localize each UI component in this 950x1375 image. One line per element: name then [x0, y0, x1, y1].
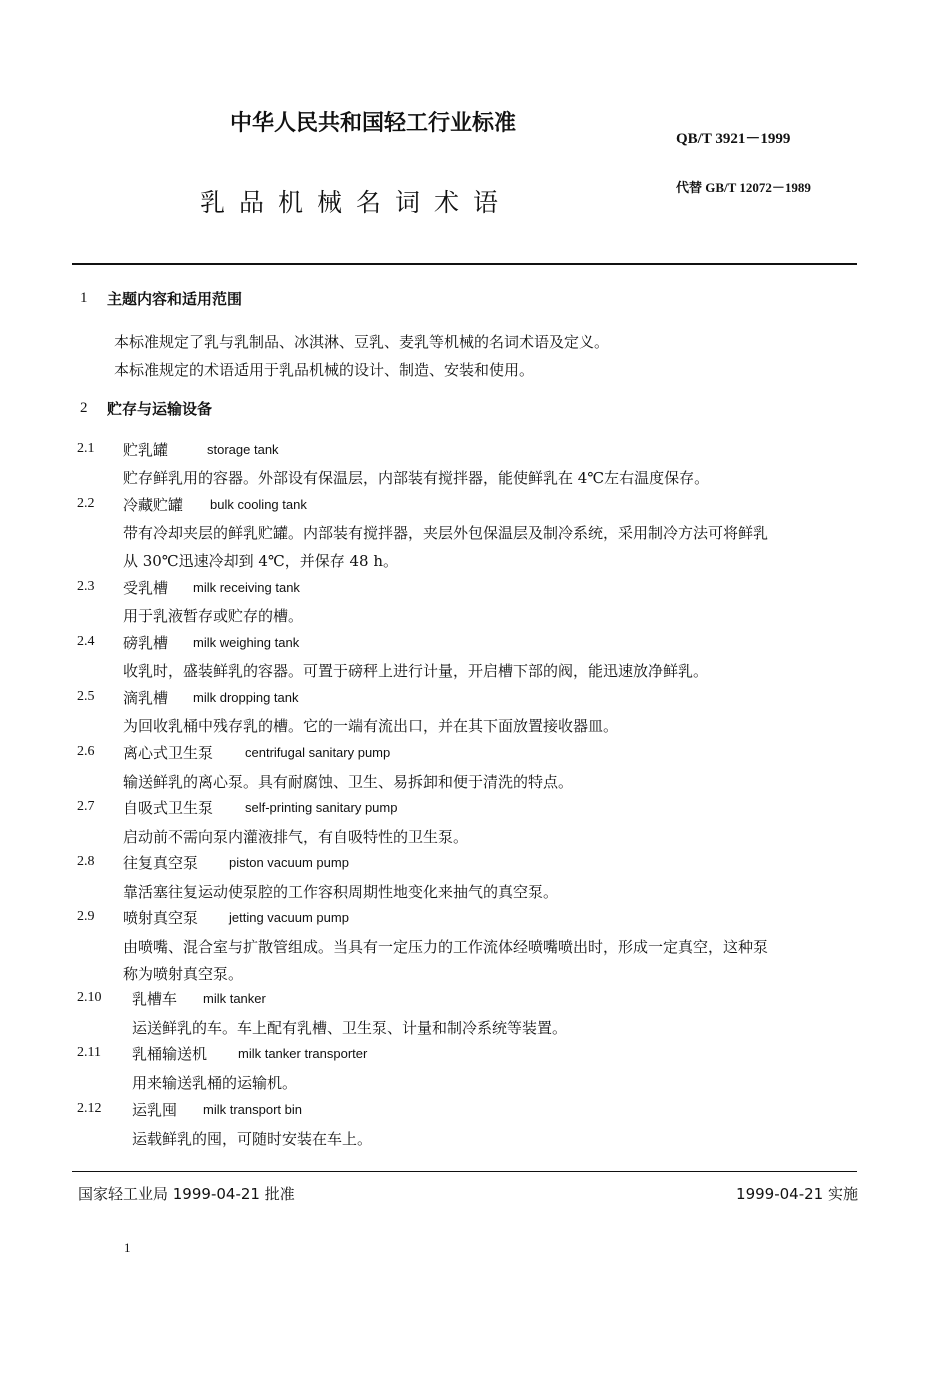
term-english: milk tanker — [203, 991, 266, 1006]
term-chinese: 乳槽车 — [132, 990, 178, 1008]
term-chinese: 冷藏贮罐 — [123, 496, 184, 514]
term-chinese: 贮乳罐 — [123, 441, 169, 459]
term-definition: 运送鲜乳的车。车上配有乳槽、卫生泵、计量和制冷系统等装置。 — [132, 1019, 568, 1037]
term-number: 2.4 — [77, 634, 95, 649]
term-definition: 用于乳液暂存或贮存的槽。 — [123, 607, 304, 625]
term-english: milk transport bin — [203, 1102, 302, 1117]
term-number: 2.12 — [77, 1101, 102, 1116]
term-number: 2.1 — [77, 441, 95, 456]
section-heading: 主题内容和适用范围 — [107, 290, 243, 308]
term-definition: 从 30℃迅速冷却到 4℃，并保存 48 h。 — [123, 552, 399, 570]
term-definition: 运载鲜乳的囤，可随时安装在车上。 — [132, 1130, 373, 1148]
term-definition: 贮存鲜乳用的容器。外部设有保温层，内部装有搅拌器，能使鲜乳在 4℃左右温度保存。 — [123, 469, 710, 487]
term-english: milk tanker transporter — [238, 1046, 368, 1061]
term-number: 2.5 — [77, 689, 95, 704]
term-english: milk weighing tank — [193, 635, 300, 650]
term-chinese: 乳桶输送机 — [132, 1045, 208, 1063]
term-number: 2.3 — [77, 579, 95, 594]
section-number: 1 — [80, 290, 88, 306]
term-definition: 靠活塞往复运动使泵腔的工作容积周期性地变化来抽气的真空泵。 — [123, 883, 559, 901]
term-chinese: 磅乳槽 — [123, 634, 169, 652]
term-english: milk dropping tank — [193, 690, 299, 705]
term-chinese: 运乳囤 — [132, 1101, 178, 1119]
term-number: 2.6 — [77, 744, 95, 759]
term-chinese: 滴乳槽 — [123, 689, 169, 707]
approval-statement: 国家轻工业局 1999-04-21 批准 — [78, 1185, 295, 1203]
term-english: piston vacuum pump — [229, 855, 349, 870]
footer-divider — [72, 1171, 857, 1172]
term-number: 2.2 — [77, 496, 95, 511]
term-definition: 启动前不需向泵内灌液排气，有自吸特性的卫生泵。 — [123, 828, 469, 846]
section-heading: 贮存与运输设备 — [107, 400, 213, 418]
term-english: jetting vacuum pump — [229, 910, 349, 925]
document-title: 乳品机械名词术语 — [200, 188, 513, 217]
standard-number: QB/T 3921－1999 — [676, 131, 791, 147]
term-english: centrifugal sanitary pump — [245, 745, 391, 760]
section-number: 2 — [80, 400, 88, 416]
term-chinese: 往复真空泵 — [123, 854, 199, 872]
term-english: self-printing sanitary pump — [245, 800, 398, 815]
replaces-standard: 代替 GB/T 12072－1989 — [676, 180, 811, 195]
term-english: storage tank — [207, 442, 279, 457]
issuing-body-title: 中华人民共和国轻工行业标准 — [230, 111, 517, 136]
term-definition: 为回收乳桶中残存乳的槽。它的一端有流出口，并在其下面放置接收器皿。 — [123, 717, 619, 735]
term-definition: 由喷嘴、混合室与扩散管组成。当具有一定压力的工作流体经喷嘴喷出时，形成一定真空，这种泵 — [123, 938, 769, 956]
term-definition: 称为喷射真空泵。 — [123, 965, 244, 983]
effective-date: 1999-04-21 实施 — [736, 1185, 858, 1203]
term-definition: 输送鲜乳的离心泵。具有耐腐蚀、卫生、易拆卸和便于清洗的特点。 — [123, 773, 574, 791]
scope-paragraph: 本标准规定了乳与乳制品、冰淇淋、豆乳、麦乳等机械的名词术语及定义。 — [114, 333, 610, 351]
term-definition: 收乳时，盛装鲜乳的容器。可置于磅秤上进行计量，开启槽下部的阀，能迅速放净鲜乳。 — [123, 662, 709, 680]
term-chinese: 自吸式卫生泵 — [123, 799, 214, 817]
term-chinese: 受乳槽 — [123, 579, 169, 597]
term-chinese: 喷射真空泵 — [123, 909, 199, 927]
term-english: milk receiving tank — [193, 580, 300, 595]
term-definition: 带有冷却夹层的鲜乳贮罐。内部装有搅拌器，夹层外包保温层及制冷系统，采用制冷方法可将鲜乳 — [123, 524, 769, 542]
term-definition: 用来输送乳桶的运输机。 — [132, 1074, 298, 1092]
header-divider — [72, 263, 857, 265]
term-number: 2.8 — [77, 854, 95, 869]
term-number: 2.9 — [77, 909, 95, 924]
term-chinese: 离心式卫生泵 — [123, 744, 214, 762]
term-english: bulk cooling tank — [210, 497, 307, 512]
term-number: 2.10 — [77, 990, 102, 1005]
term-number: 2.7 — [77, 799, 95, 814]
page-number: 1 — [124, 1240, 131, 1255]
scope-paragraph: 本标准规定的术语适用于乳品机械的设计、制造、安装和使用。 — [114, 361, 535, 379]
term-number: 2.11 — [77, 1045, 101, 1060]
